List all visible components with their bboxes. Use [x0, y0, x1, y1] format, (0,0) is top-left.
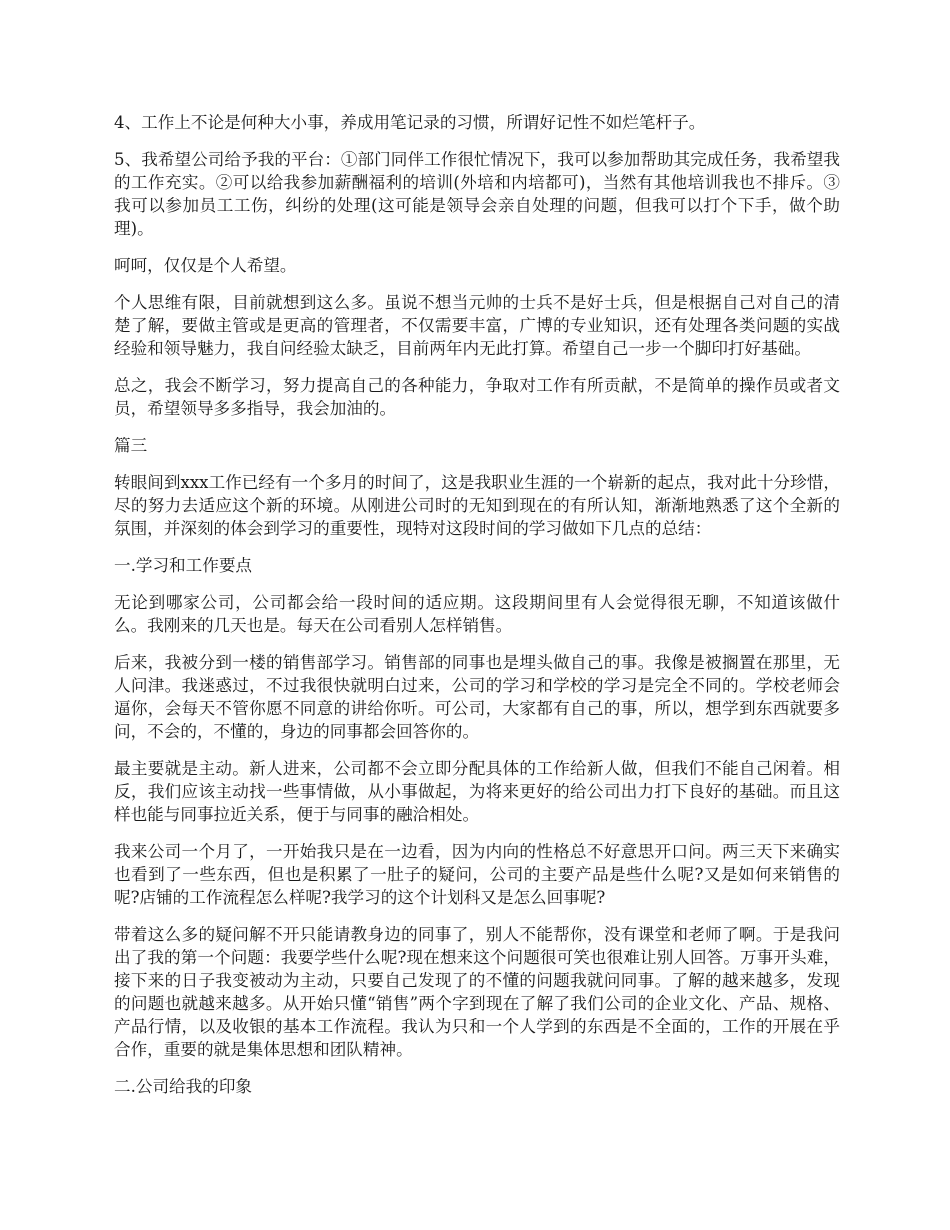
paragraph: 最主要就是主动。新人进来，公司都不会立即分配具体的工作给新人做，但我们不能自己闲着。相反，我们应该主动找一些事情做，从小事做起，为将来更好的给公司出力打下良好的基础。而且这样也能与同事拉近关系，便于与同事的融洽相处。 — [114, 759, 840, 824]
section-heading: 二.公司给我的印象 — [114, 1077, 253, 1096]
section-heading: 篇三 — [114, 436, 148, 455]
paragraph: 带着这么多的疑问解不开只能请教身边的同事了，别人不能帮你，没有课堂和老师了啊。于是我问出了我的第一个问题：我要学些什么呢?现在想来这个问题很可笑也很难让别人回答。万事开头难，接下来的日子我变被动为主动，只要自己发现了的不懂的问题我就问同事。了解的越来越多，发现的问题也就越来越多。从开始只懂“销售”两个字到现在了解了我们公司的企业文化、产品、规格、产品行情，以及收银的基本工作流程。我认为只和一个人学到的东西是不全面的，工作的开展在乎合作，重要的就是集体思想和团队精神。 — [114, 925, 840, 1059]
paragraph: 5、我希望公司给予我的平台：①部门同伴工作很忙情况下，我可以参加帮助其完成任务，我希望我的工作充实。②可以给我参加薪酬福利的培训(外培和内培都可)，当然有其他培训我也不排斥。③我可以参加员工工伤，纠纷的处理(这可能是领导会亲自处理的问题，但我可以打个下手，做个助理)。 — [114, 150, 840, 238]
paragraph: 转眼间到xxx工作已经有一个多月的时间了，这是我职业生涯的一个崭新的起点，我对此十分珍惜，尽的努力去适应这个新的环境。从刚进公司时的无知到现在的有所认知，渐渐地熟悉了这个全新的氛围，并深刻的体会到学习的重要性，现特对这段时间的学习做如下几点的总结： — [114, 473, 840, 538]
document-page — [114, 111, 840, 1112]
section-heading: 一.学习和工作要点 — [114, 556, 253, 575]
paragraph: 我来公司一个月了，一开始我只是在一边看，因为内向的性格总不好意思开口问。两三天下来确实也看到了一些东西，但也是积累了一肚子的疑问，公司的主要产品是些什么呢?又是如何来销售的呢?店铺的工作流程怎么样呢?我学习的这个计划科又是怎么回事呢? — [114, 842, 840, 907]
paragraph: 无论到哪家公司，公司都会给一段时间的适应期。这段期间里有人会觉得很无聊，不知道该做什么。我刚来的几天也是。每天在公司看别人怎样销售。 — [114, 593, 840, 635]
paragraph: 后来，我被分到一楼的销售部学习。销售部的同事也是埋头做自己的事。我像是被搁置在那里，无人问津。我迷惑过，不过我很快就明白过来，公司的学习和学校的学习是完全不同的。学校老师会逼你，会每天不管你愿不同意的讲给你听。可公司，大家都有自己的事，所以，想学到东西就要多问，不会的，不懂的，身边的同事都会回答你的。 — [114, 653, 840, 741]
paragraph: 个人思维有限，目前就想到这么多。虽说不想当元帅的士兵不是好士兵，但是根据自己对自己的清楚了解，要做主管或是更高的管理者，不仅需要丰富，广博的专业知识，还有处理各类问题的实战经验和领导魅力，我自问经验太缺乏，目前两年内无此打算。希望自己一步一个脚印打好基础。 — [114, 293, 840, 358]
paragraph: 4、工作上不论是何种大小事，养成用笔记录的习惯，所谓好记性不如烂笔杆子。 — [114, 113, 706, 132]
paragraph: 呵呵，仅仅是个人希望。 — [114, 256, 297, 275]
paragraph: 总之，我会不断学习，努力提高自己的各种能力，争取对工作有所贡献，不是简单的操作员或者文员，希望领导多多指导，我会加油的。 — [114, 376, 840, 418]
